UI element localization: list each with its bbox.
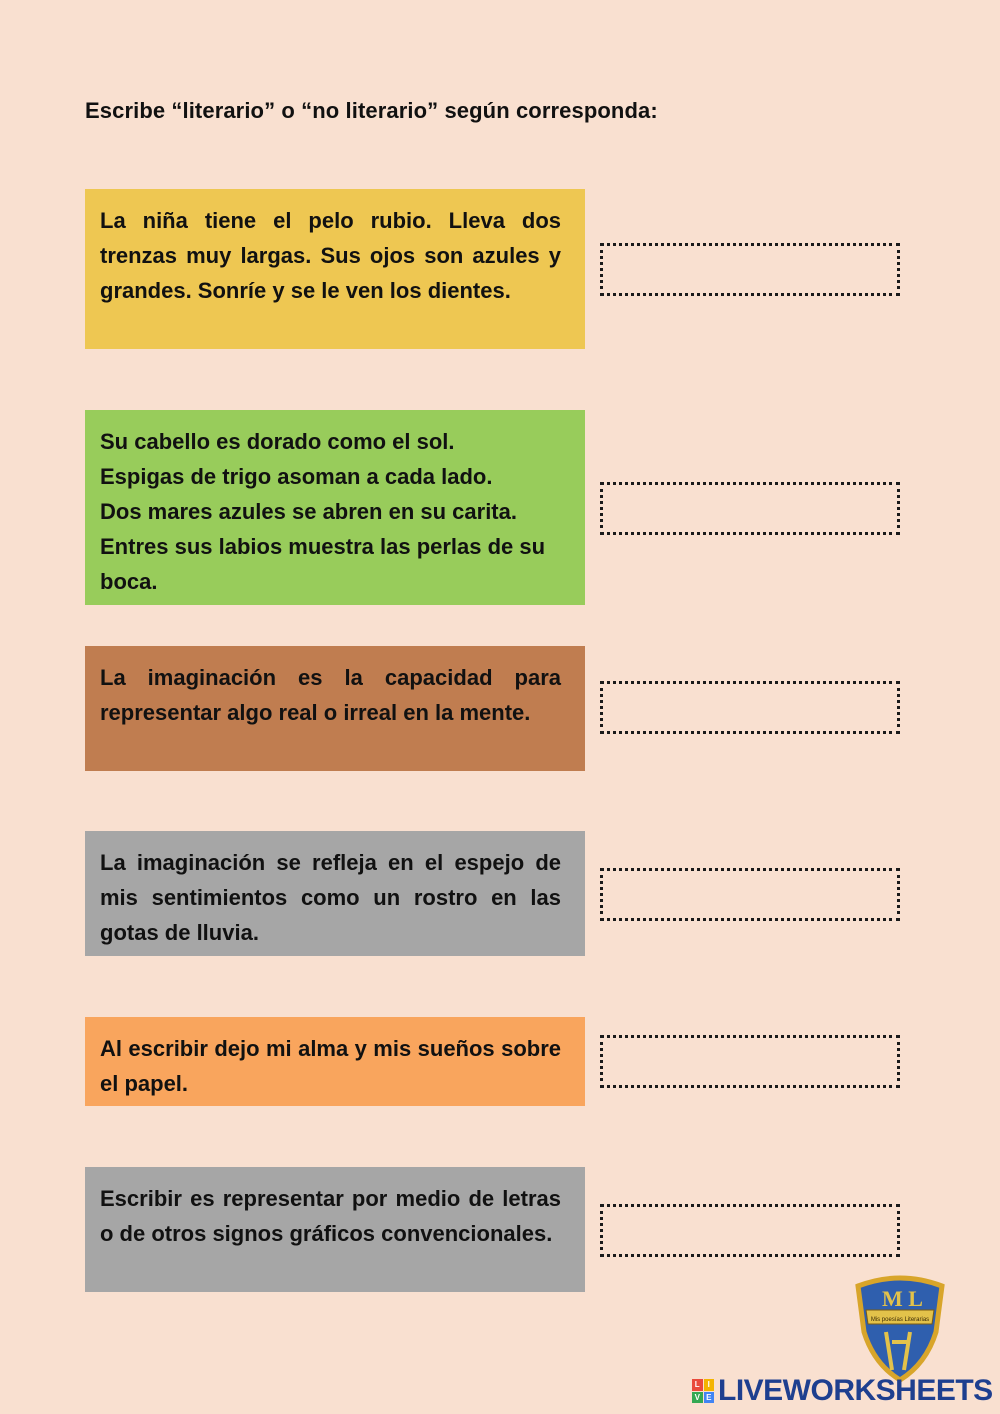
text-card-5 [85, 1017, 585, 1106]
badge-letter-i: I [704, 1379, 715, 1391]
answer-field-6[interactable] [600, 1204, 900, 1257]
answer-field-1[interactable] [600, 243, 900, 296]
instruction-heading: Escribe “literario” o “no literario” según corresponda: [85, 98, 658, 123]
text-card-6-line-1: Escribir es representar por medio de letras o de otros signos gráficos convencionales. [100, 1186, 561, 1246]
text-card-4-line-1: La imaginación se refleja en el espejo de mis sentimientos como un rostro en las gotas de lluvia. [100, 850, 561, 945]
badge-letter-e: E [704, 1392, 715, 1404]
live-badge-icon [692, 1379, 714, 1403]
text-card-2-line-4: Entres sus labios muestra las perlas de su boca. [100, 534, 546, 594]
badge-letter-v: V [692, 1392, 703, 1404]
text-card-1-line-1: La niña tiene el pelo rubio. Lleva dos trenzas muy largas. Sus ojos son azules y grandes. Sonríe y se le ven los dientes. [100, 208, 561, 303]
answer-field-4[interactable] [600, 868, 900, 921]
answer-field-2[interactable] [600, 482, 900, 535]
text-card-4 [85, 831, 585, 956]
crest-banner-text: Mis poesías Literarias [870, 1317, 930, 1323]
crest-initial-m: M L [882, 1286, 923, 1311]
crest-logo-icon [852, 1272, 948, 1382]
text-card-2-line-2: Espigas de trigo asoman a cada lado. [100, 464, 493, 489]
text-card-2-line-3: Dos mares azules se abren en su carita. [100, 499, 517, 524]
text-card-3 [85, 646, 585, 771]
text-card-2 [85, 410, 585, 605]
liveworksheets-logo [692, 1374, 993, 1408]
badge-letter-l: L [692, 1379, 703, 1391]
answer-field-5[interactable] [600, 1035, 900, 1088]
answer-field-3[interactable] [600, 681, 900, 734]
text-card-6 [85, 1167, 585, 1292]
text-card-2-line-1: Su cabello es dorado como el sol. [100, 429, 455, 454]
text-card-5-line-1: Al escribir dejo mi alma y mis sueños sobre el papel. [100, 1036, 561, 1096]
brand-name: LIVEWORKSHEETS [718, 1374, 993, 1407]
text-card-3-line-1: La imaginación es la capacidad para representar algo real o irreal en la mente. [100, 665, 561, 725]
text-card-1 [85, 189, 585, 349]
